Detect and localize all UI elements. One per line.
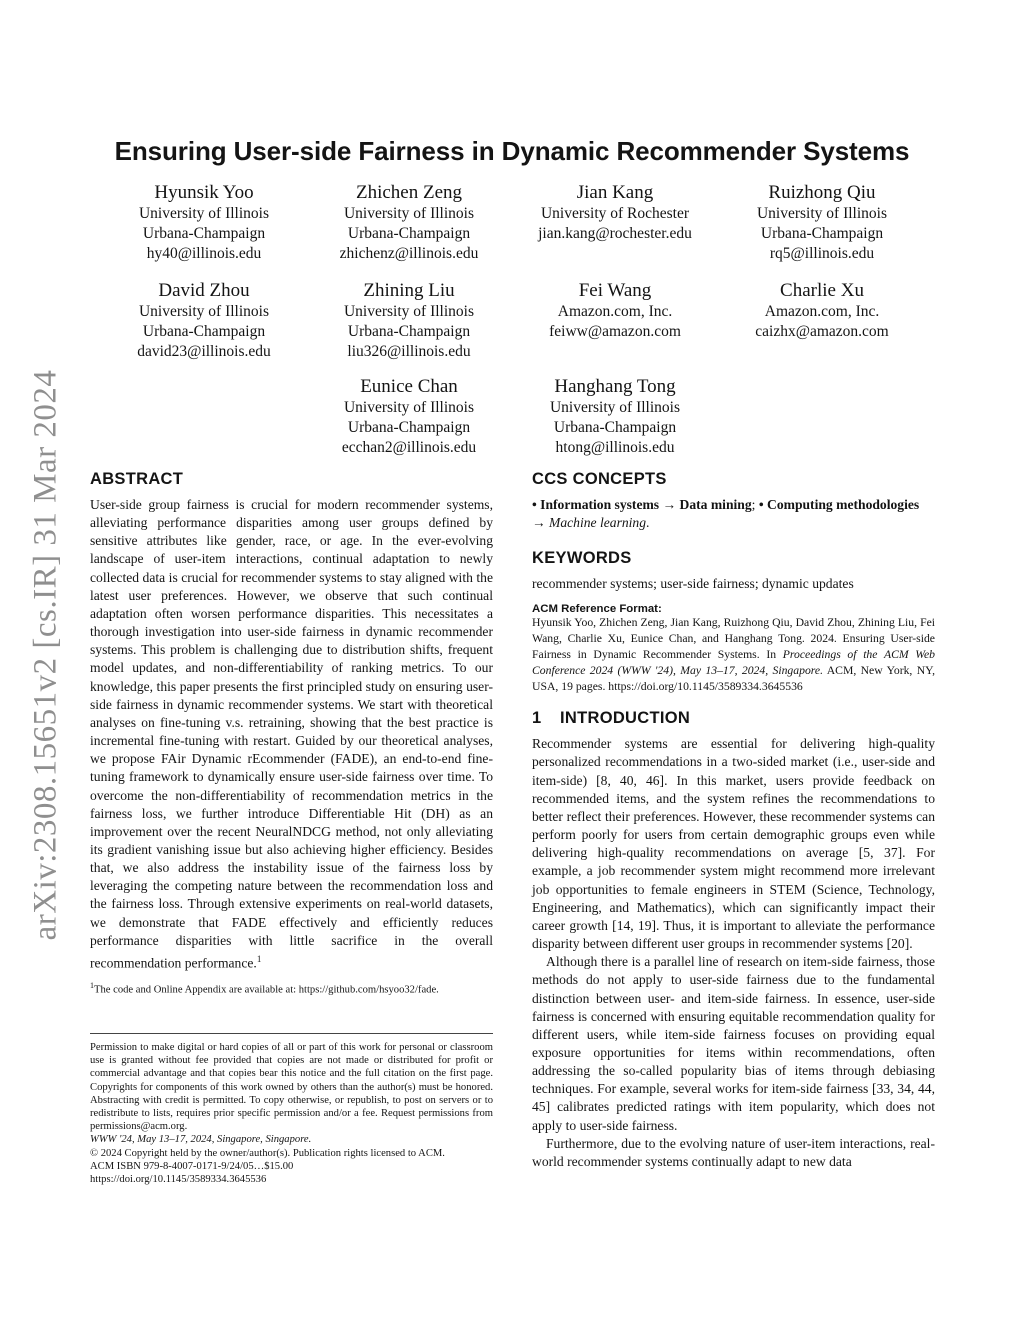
acm-ref-heading: ACM Reference Format:: [532, 603, 662, 616]
ccs-heading: CCS CONCEPTS: [532, 470, 667, 488]
author-card: [84, 182, 324, 264]
author-email: zhichenz@illinois.edu: [339, 245, 479, 262]
ccs-separator: ;: [751, 497, 756, 512]
author-card: [84, 280, 324, 362]
acm-ref-authors: Hyunsik Yoo, Zhichen Zeng, Jian Kang, Ruizhong Qiu, David Zhou, Zhining Liu, Fei Wang, Charlie Xu, Eunice Chan, and Hanghang Tong. 2024. Ensuring User-side Fairness in Dynamic Recommender Systems. In: [532, 616, 935, 662]
author-name: Fei Wang: [578, 280, 652, 301]
keywords-heading: KEYWORDS: [532, 549, 632, 568]
author-affiliation: University of Illinois: [343, 303, 475, 320]
author-email: liu326@illinois.edu: [347, 343, 471, 360]
author-affiliation: University of Illinois: [343, 205, 475, 222]
author-name: Hanghang Tong: [554, 376, 676, 397]
isbn-line: ACM ISBN 979-8-4007-0171-9/24/05…$15.00: [90, 1160, 294, 1172]
permission-text: Permission to make digital or hard copies of all or part of this work for personal or classroom use is granted without fee provided that copies are not made or distributed for profit or commercial advantage and that copies bear this notice and the full citation on the first page. Copyrights for components of this work owned by others than the author(s) must be honored. Abstracting with credit is permitted. To copy otherwise, or republish, to post on servers or to redistribute to lists, requires prior specific permission and/or a fee. Request permissions from permissions@acm.org.: [90, 1042, 493, 1133]
venue-line: WWW '24, May 13–17, 2024, Singapore, Singapore.: [90, 1134, 312, 1146]
author-name: David Zhou: [158, 280, 250, 301]
intro-title: INTRODUCTION: [560, 709, 691, 728]
author-card: [289, 280, 529, 362]
author-card: [702, 182, 942, 264]
author-name: Eunice Chan: [360, 376, 458, 397]
author-name: Ruizhong Qiu: [768, 182, 876, 203]
acm-ref-tail: ACM, New York, NY, USA, 19 pages. https://doi.org/10.1145/3589334.3645536: [532, 664, 935, 694]
author-card: [495, 280, 735, 342]
author-email: hy40@illinois.edu: [146, 245, 262, 262]
ccs-end: .: [646, 515, 650, 531]
copyright-line: © 2024 Copyright held by the owner/author(s). Publication rights licensed to ACM.: [90, 1147, 445, 1159]
ccs-item-1: Data mining: [679, 497, 752, 512]
author-card: [289, 376, 529, 458]
author-affiliation: Urbana-Champaign: [347, 323, 471, 340]
author-email: caizhx@amazon.com: [755, 323, 889, 340]
arxiv-stamp: arXiv:2308.15651v2 [cs.IR] 31 Mar 2024: [27, 369, 64, 941]
author-name: Charlie Xu: [780, 280, 864, 301]
author-affiliation: University of Illinois: [343, 399, 475, 416]
doi-link[interactable]: https://doi.org/10.1145/3589334.3645536: [90, 1174, 267, 1186]
author-affiliation: Amazon.com, Inc.: [764, 303, 880, 320]
intro-number: 1: [532, 709, 542, 728]
author-name: Hyunsik Yoo: [154, 182, 254, 203]
footnote-text: The code and Online Appendix are available at: https://github.com/hsyoo32/fade.: [94, 984, 439, 996]
author-email: david23@illinois.edu: [137, 343, 271, 360]
footnote-mark: 1: [256, 953, 262, 964]
intro-paragraph: Although there is a parallel line of research on item-side fairness, those methods do not apply to user-side fairness due to the fundamental distinction between user- and item-side fairness. In essence, user-side fairness is concerned with ensuring equitable recommendation quality for different users, while item-side fairness focuses on providing equal exposure opportunities for items within recommendations, often addressing the so-called popularity bias of items through debiasing techniques. For example, several works for item-side fairness [33, 34, 44, 45] calibrates predicted ratings with item popularity, which does not apply to user-side fairness.: [532, 954, 935, 1133]
author-email: jian.kang@rochester.edu: [538, 225, 692, 242]
author-email: ecchan2@illinois.edu: [341, 439, 477, 456]
author-email: rq5@illinois.edu: [769, 245, 875, 262]
arrow-icon: →: [662, 497, 677, 512]
abstract-text: User-side group fairness is crucial for modern recommender systems, alleviating performance disparities among user groups defined by sensitive attributes like gender, race, or age. In the ever-evolving landscape of user-item interactions, continual adaptation to newly collected data is crucial for recommender systems to stay aligned with the latest user preferences. However, we observe that such continual adaptation often worsen performance disparities. This necessitates a thorough investigation into user-side fairness in dynamic recommender systems. This problem is challenging due to distribution shifts, frequent model updates, and non-differentiability of ranking metrics. To our knowledge, this paper presents the first principled study on ensuring user-side fairness in dynamic recommender systems. We start with theoretical analyses on fine-tuning v.s. retraining, showing that the best practice is incremental fine-tuning with restart. Guided by our theoretical analyses, we propose FAir Dynamic rEcommender (FADE), an end-to-end fine-tuning framework to dynamically ensure user-side fairness over time. To overcome the non-differentiability of recommendation metrics in the fairness loss, we further introduce Differentiable Hit (DH) as an improvement over the recent NeuralNDCG method, not only alleviating its gradient vanishing issue but also achieving higher efficiency. Besides that, we also address the instability issue of the fairness loss by leveraging the competing nature between the recommendation loss and the fairness loss. Through extensive experiments on real-world datasets, we demonstrate that FADE effectively and efficiently reduces performance disparities with little sacrifice in the overall recommendation performance.: [90, 497, 493, 971]
author-email: htong@illinois.edu: [555, 439, 675, 456]
right-column: [532, 470, 935, 1171]
author-card: [702, 280, 942, 342]
abstract-body: [90, 496, 493, 973]
ccs-item-2: Machine learning: [549, 515, 647, 531]
author-affiliation: University of Illinois: [138, 303, 270, 320]
author-card: [495, 376, 735, 458]
paper-title: Ensuring User-side Fairness in Dynamic Recommender Systems: [114, 136, 910, 166]
author-affiliation: Urbana-Champaign: [142, 323, 266, 340]
ccs-bullet-2: • Computing methodologies: [758, 497, 920, 512]
author-card: [495, 182, 735, 244]
arrow-icon: →: [532, 515, 546, 531]
acm-ref-venue: Proceedings of the ACM Web Conference 2024 (WWW '24), May 13–17, 2024, Singapore.: [532, 648, 935, 678]
author-affiliation: Amazon.com, Inc.: [557, 303, 673, 320]
ccs-bullet-1: • Information systems: [532, 497, 660, 512]
acm-reference: [532, 615, 935, 695]
author-affiliation: University of Illinois: [138, 205, 270, 222]
left-column: [90, 470, 493, 996]
author-affiliation: University of Illinois: [549, 399, 681, 416]
author-affiliation: Urbana-Champaign: [760, 225, 884, 242]
author-card: [289, 182, 529, 264]
author-affiliation: Urbana-Champaign: [553, 419, 677, 436]
footnote: [90, 979, 493, 997]
intro-heading: [532, 709, 935, 728]
ccs-concepts: [532, 496, 935, 532]
author-affiliation: Urbana-Champaign: [142, 225, 266, 242]
intro-paragraph: Recommender systems are essential for delivering high-quality personalized recommendations in a two-sided market (i.e., user-side and item-side) [8, 40, 46]. In this market, users provide feedback on recommended items, and the system refines the recommendations to better reflect their preferences. However, these recommender systems can perform poorly for users from certain demographic groups even while delivering high-quality recommendations on average [5, 37]. For example, a job recommender system might recommend more irrelevant job opportunities to female engineers in STEM (Science, Technology, Engineering, and Mathematics), which can significantly impact their career growth [14, 19]. Thus, it is important to alleviate the performance disparity between different user groups in recommender systems [20].: [532, 736, 935, 952]
author-name: Jian Kang: [576, 182, 654, 203]
footnote-number: 1: [90, 980, 94, 990]
author-email: feiww@amazon.com: [549, 323, 681, 340]
permission-block: [90, 1033, 493, 1186]
author-affiliation: Urbana-Champaign: [347, 419, 471, 436]
author-affiliation: University of Rochester: [540, 205, 690, 222]
intro-paragraph: Furthermore, due to the evolving nature of user-item interactions, real-world recommender systems continually adapt to new data: [532, 1135, 935, 1169]
abstract-heading: ABSTRACT: [90, 470, 184, 488]
author-name: Zhichen Zeng: [355, 182, 463, 203]
author-name: Zhining Liu: [363, 280, 455, 301]
keywords-text: recommender systems; user-side fairness; dynamic updates: [532, 576, 854, 592]
intro-body: [532, 735, 935, 1171]
author-affiliation: University of Illinois: [756, 205, 888, 222]
author-affiliation: Urbana-Champaign: [347, 225, 471, 242]
